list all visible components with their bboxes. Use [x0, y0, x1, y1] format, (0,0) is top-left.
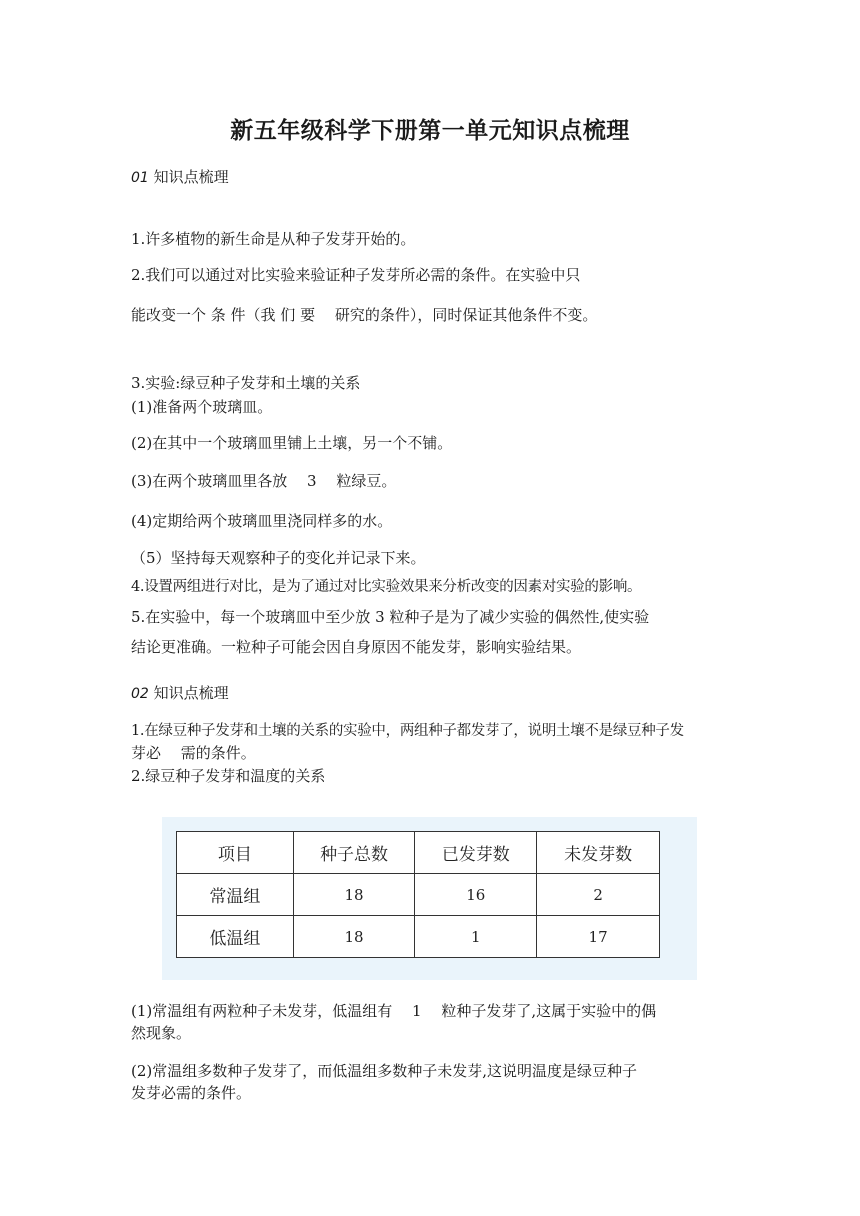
section-label: 知识点梳理 — [148, 684, 229, 702]
germination-table-panel — [162, 817, 697, 980]
paragraph-line: (4)定期给两个玻璃皿里浇同样多的水。 — [131, 512, 393, 530]
table-row — [177, 916, 660, 958]
paragraph-line: 2.绿豆种子发芽和温度的关系 — [131, 767, 326, 785]
table-row-label: 常温组 — [177, 874, 294, 916]
paragraph-line: 1.在绿豆种子发芽和土壤的关系的实验中，两组种子都发芽了，说明土壤不是绿豆种子发 — [131, 723, 684, 739]
paragraph-line: 5.在实验中，每一个玻璃皿中至少放 3 粒种子是为了减少实验的偶然性,使实验 — [131, 608, 650, 626]
section-number: 02 — [131, 686, 149, 702]
paragraph-line: (1)准备两个玻璃皿。 — [131, 398, 273, 416]
section-number: 01 — [131, 170, 149, 186]
table-cell: 17 — [537, 916, 660, 958]
paragraph-line: (1)常温组有两粒种子未发芽，低温组有 1 粒种子发芽了,这属于实验中的偶 — [131, 1002, 657, 1020]
paragraph-line: （5）坚持每天观察种子的变化并记录下来。 — [131, 549, 426, 567]
table-cell: 2 — [537, 874, 660, 916]
paragraph-line: 然现象。 — [131, 1024, 192, 1042]
paragraph-line: 能改变一个 条 件（我 们 要 研究的条件），同时保证其他条件不变。 — [131, 306, 598, 324]
table-header-cell: 种子总数 — [293, 832, 415, 874]
table-cell: 18 — [293, 916, 415, 958]
table-header-cell: 项目 — [177, 832, 294, 874]
page-title: 新五年级科学下册第一单元知识点梳理 — [230, 118, 630, 144]
table-header-row — [177, 832, 660, 874]
table-cell: 16 — [415, 874, 537, 916]
paragraph-line: 4.设置两组进行对比，是为了通过对比实验效果来分析改变的因素对实验的影响。 — [131, 579, 642, 595]
germination-table — [176, 831, 660, 958]
paragraph-line: (2)常温组多数种子发芽了，而低温组多数种子未发芽,这说明温度是绿豆种子 — [131, 1062, 638, 1080]
paragraph-line: 发芽必需的条件。 — [131, 1084, 252, 1102]
paragraph-line: (2)在其中一个玻璃皿里铺上土壤，另一个不铺。 — [131, 434, 453, 452]
table-header-cell: 未发芽数 — [537, 832, 660, 874]
paragraph-line: (3)在两个玻璃皿里各放 3 粒绿豆。 — [131, 472, 397, 490]
paragraph-line: 芽必 需的条件。 — [131, 744, 256, 762]
table-cell: 18 — [293, 874, 415, 916]
table-row-label: 低温组 — [177, 916, 294, 958]
table-header-cell: 已发芽数 — [415, 832, 537, 874]
section-heading-1 — [131, 166, 229, 189]
paragraph-line: 3.实验:绿豆种子发芽和土壤的关系 — [131, 374, 361, 392]
paragraph-line: 2.我们可以通过对比实验来验证种子发芽所必需的条件。在实验中只 — [131, 266, 581, 284]
section-label: 知识点梳理 — [148, 168, 229, 186]
section-heading-2 — [131, 682, 229, 705]
paragraph-line: 1.许多植物的新生命是从种子发芽开始的。 — [131, 230, 416, 248]
paragraph-line: 结论更准确。一粒种子可能会因自身原因不能发芽，影响实验结果。 — [131, 638, 582, 656]
table-row — [177, 874, 660, 916]
table-cell: 1 — [415, 916, 537, 958]
